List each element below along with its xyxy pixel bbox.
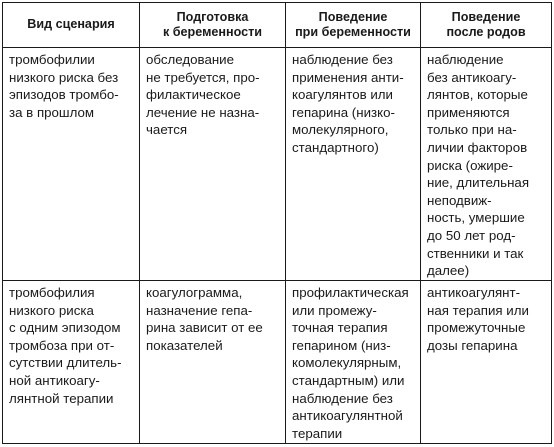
table-row [3, 48, 552, 281]
cell-pregnancy-preparation: обследование не требуется, про- филактическое лечение не назна- чается [140, 48, 286, 281]
cell-behavior-after-birth: наблюдение без антикоагу- лянтов, которые применяются только при на- личии факторов риска (ожире- ние, длительная неподвиж- ность, умершие до 50 лет род- ственники и так далее) [421, 48, 552, 281]
cell-scenario-type: тромбофилии низкого риска без эпизодов тромбо- за в прошлом [3, 48, 140, 281]
header-behavior-during-pregnancy: Поведение при беременности [286, 3, 421, 48]
cell-behavior-during-pregnancy: наблюдение без применения анти- коагулянтов или гепарина (низко- молекулярного, стандартного) [286, 48, 421, 281]
table-header-row [3, 3, 552, 48]
cell-behavior-after-birth: антикоагулянт- ная терапия или промежуточные дозы гепарина [421, 281, 552, 444]
cell-scenario-type: тромбофилия низкого риска с одним эпизодом тромбоза при от- сутствии длитель- ной антикоагу- лянтной терапии [3, 281, 140, 444]
scenario-table [2, 2, 552, 444]
cell-behavior-during-pregnancy: профилактическая или промежу- точная терапия гепарином (низ- комолекулярным, стандартным) или наблюдение без антикоагулянтной терапии [286, 281, 421, 444]
header-behavior-after-birth: Поведение после родов [421, 3, 552, 48]
table-row [3, 281, 552, 444]
header-pregnancy-preparation: Подготовка к беременности [140, 3, 286, 48]
header-scenario-type: Вид сценария [3, 3, 140, 48]
cell-pregnancy-preparation: коагулограмма, назначение гепа- рина зависит от ее показателей [140, 281, 286, 444]
